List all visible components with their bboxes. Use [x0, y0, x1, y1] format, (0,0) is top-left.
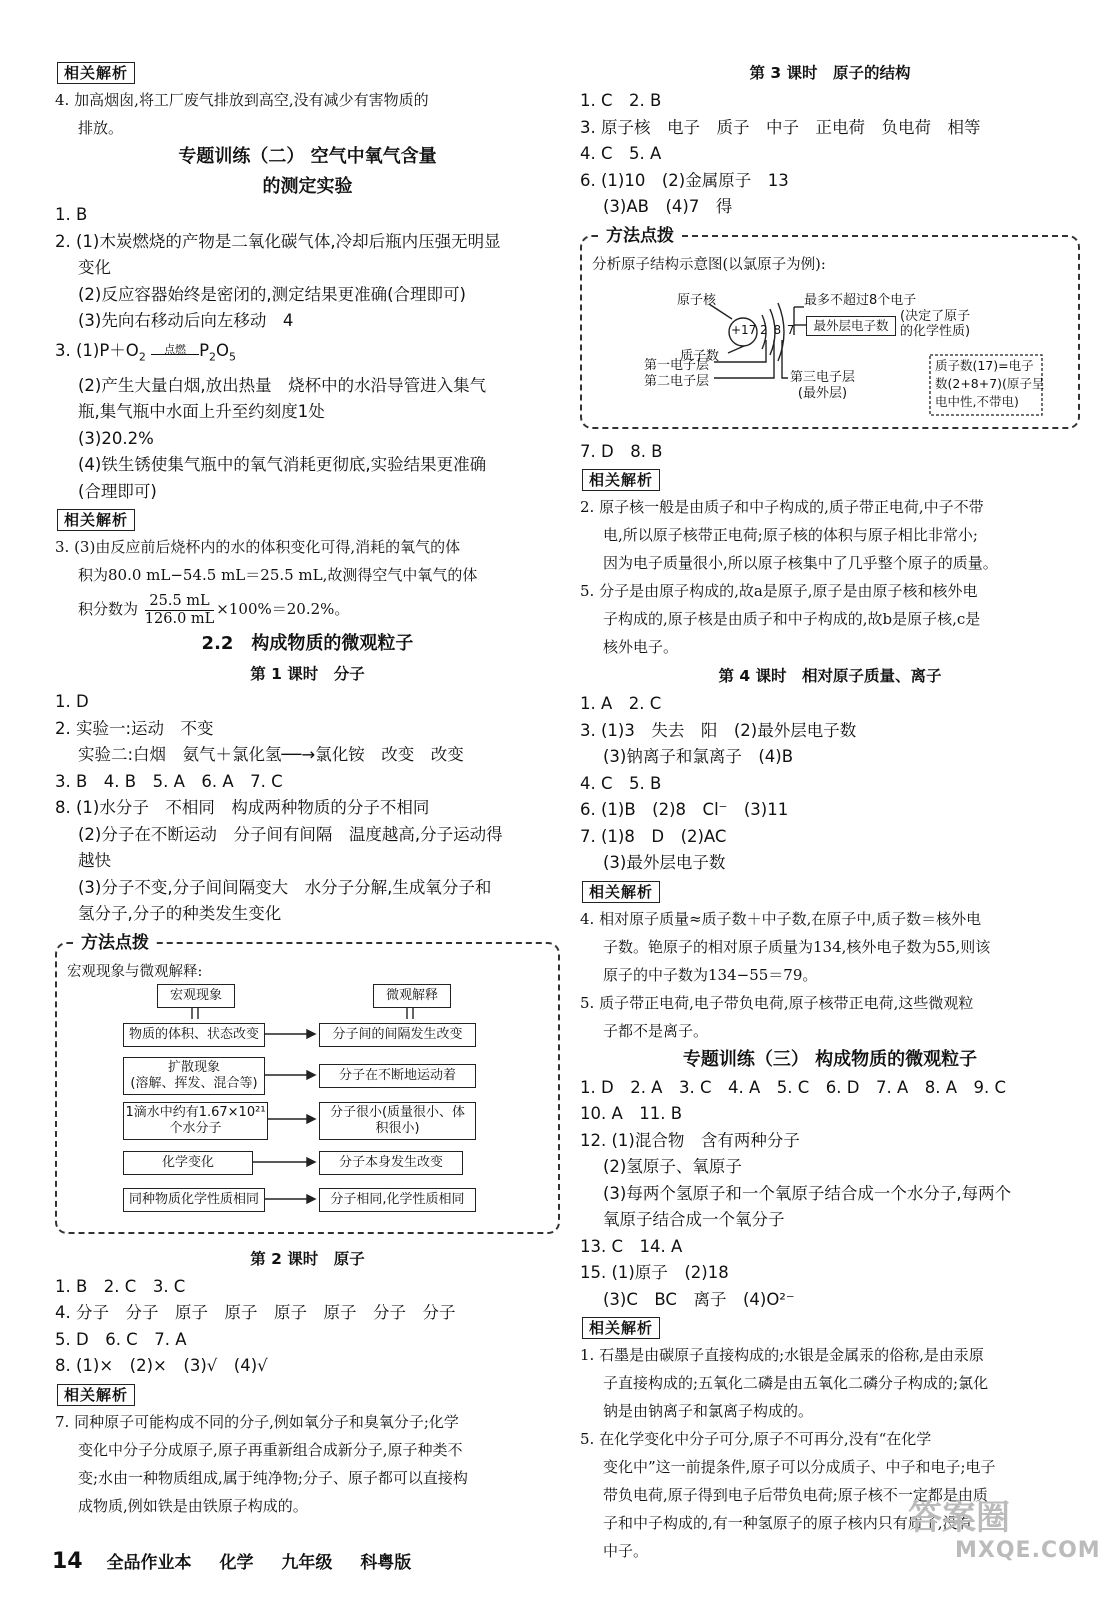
- analysis-tag: 相关解析: [582, 881, 660, 903]
- answer-line: (3)钠离子和氯离子 (4)B: [603, 747, 794, 766]
- analysis-line: 子和中子构成的,有一种氢原子的原子核内只有质子,没有: [603, 1514, 973, 1532]
- watermark-logo: 答案圈: [908, 1498, 1010, 1538]
- analysis-line: 5. 在化学变化中分子可分,原子不可再分,没有“在化学: [580, 1430, 932, 1448]
- answer-line: 1. B: [55, 205, 88, 224]
- answer-line: 3. B 4. B 5. A 6. A 7. C: [55, 771, 283, 791]
- answer-line: 7. D 8. B: [580, 441, 663, 461]
- answer-line: 6. (1)10 (2)金属原子 13: [580, 170, 789, 190]
- method-box: [580, 225, 1080, 429]
- answer-line: 4. C 5. B: [580, 773, 662, 793]
- answer-line: 7. (1)8 D (2)AC: [580, 826, 727, 846]
- answer-line: 变化: [78, 258, 111, 277]
- macro-cell: 物质的体积、状态改变: [123, 1023, 265, 1047]
- third-shell-label: 第三电子层 (最外层): [790, 369, 856, 401]
- analysis-line: 子数。铯原子的相对原子质量为134,核外电子数为55,则该: [603, 937, 991, 956]
- analysis-line: 1. 石墨是由碳原子直接构成的;水银是金属汞的俗称,是由汞原: [580, 1346, 984, 1364]
- nucleus-label: 原子核: [677, 292, 717, 308]
- analysis-tag: 相关解析: [582, 469, 660, 491]
- analysis-line: 变化中分子分成原子,原子再重新组合成新分子,原子种类不: [78, 1440, 463, 1459]
- analysis-line: 积为80.0 mL−54.5 mL＝25.5 mL,故测得空气中氧气的体: [78, 566, 478, 585]
- macro-cell: 1滴水中约有1.67×10²¹ 个水分子: [123, 1102, 268, 1140]
- section-title: 专题训练（二） 空气中氧气含量: [178, 146, 437, 167]
- first-shell-label: 第一电子层: [644, 357, 710, 373]
- micro-cell: 分子相同,化学性质相同: [319, 1188, 476, 1212]
- micro-header: 微观解释: [373, 984, 451, 1008]
- method-intro: 宏观现象与微观解释:: [67, 963, 203, 980]
- book-title: 全品作业本: [106, 1553, 192, 1573]
- micro-cell: 分子很小(质量很小、体 积很小): [319, 1102, 476, 1140]
- macro-header: 宏观现象: [157, 984, 235, 1008]
- proton-label: 质子数: [680, 348, 720, 364]
- answer-line: 1. B 2. C 3. C: [55, 1276, 186, 1296]
- analysis-line: 3. (3)由反应前后烧杯内的水的体积变化可得,消耗的氧气的体: [55, 538, 461, 557]
- micro-cell: 分子在不断地运动着: [319, 1064, 476, 1088]
- section-title: 的测定实验: [262, 176, 353, 197]
- grade-label: 九年级: [281, 1553, 333, 1573]
- answer-line: (3)每两个氢原子和一个氧原子结合成一个水分子,每两个: [603, 1183, 1012, 1203]
- answer-line: 3. (1)3 失去 阳 (2)最外层电子数: [580, 720, 857, 740]
- fraction: $\frac{25.5 mL}{126.0 mL}$: [144, 592, 215, 627]
- answer-line: 1. A 2. C: [580, 694, 662, 713]
- edition-label: 科粤版: [360, 1553, 412, 1573]
- answer-line: 3. 原子核 电子 质子 中子 正电荷 负电荷 相等: [580, 117, 981, 137]
- second-shell-label: 第二电子层: [644, 373, 710, 389]
- macro-cell: 化学变化: [123, 1151, 253, 1175]
- answer-line: (3)分子不变,分子间间隔变大 水分子分解,生成氧分子和: [78, 877, 492, 897]
- left-column: [55, 58, 560, 1520]
- analysis-line: 5. 质子带正电荷,电子带负电荷,原子核带正电荷,这些微观粒: [580, 993, 974, 1012]
- answer-line: (3)20.2%: [78, 428, 154, 448]
- analysis-line: 2. 原子核一般是由质子和中子构成的,质子带正电荷,中子不带: [580, 498, 984, 516]
- analysis-line: 原子的中子数为134−55＝79。: [603, 965, 818, 984]
- analysis-line: 变;水由一种物质组成,属于纯净物;分子、原子都可以直接构: [78, 1468, 468, 1487]
- analysis-line: 7. 同种原子可能构成不同的分子,例如氧分子和臭氧分子;化学: [55, 1412, 459, 1431]
- answer-line: 氢分子,分子的种类发生变化: [78, 904, 282, 924]
- lesson-title: 第 1 课时 分子: [250, 665, 365, 684]
- method-box: [55, 932, 560, 1234]
- lesson-title: 第 3 课时 原子的结构: [749, 64, 911, 82]
- answer-line: 12. (1)混合物 含有两种分子: [580, 1130, 800, 1150]
- method-intro: 分析原子结构示意图(以氯原子为例):: [592, 256, 826, 273]
- analysis-tag: 相关解析: [57, 1384, 135, 1406]
- analysis-line: 4. 加高烟囱,将工厂废气排放到高空,没有减少有害物质的: [55, 91, 429, 109]
- analysis-line: 因为电子质量很小,所以原子核集中了几乎整个原子的质量。: [603, 554, 998, 572]
- answer-line: 1. C 2. B: [580, 91, 662, 110]
- answer-line: 氧原子结合成一个氧分子: [603, 1210, 785, 1229]
- nucleus-charge: +17: [731, 322, 757, 337]
- subject-label: 化学: [219, 1553, 254, 1573]
- method-title: 方法点拨: [75, 931, 155, 955]
- answer-line: (2)反应容器始终是密闭的,测定结果更准确(合理即可): [78, 284, 466, 304]
- outer-electrons-box: 最外层电子数: [806, 316, 896, 336]
- answer-line: 10. A 11. B: [580, 1104, 683, 1123]
- micro-cell: 分子本身发生改变: [319, 1151, 463, 1175]
- analysis-tag: 相关解析: [57, 62, 135, 84]
- answer-line: (合理即可): [78, 481, 157, 501]
- analysis-line: 中子。: [603, 1542, 649, 1560]
- answer-line: 2. (1)木炭燃烧的产物是二氧化碳气体,冷却后瓶内压强无明显: [55, 231, 501, 251]
- analysis-fraction-line: 积分数为 $\frac{25.5 mL}{126.0 mL}$ ×100%＝20.2%。: [78, 592, 350, 627]
- lesson-title: 第 4 课时 相对原子质量、离子: [718, 667, 942, 685]
- answer-line: 实验二:白烟 氨气＋氯化氢──→氯化铵 改变 改变: [78, 745, 464, 765]
- macro-cell: 同种物质化学性质相同: [123, 1188, 265, 1212]
- lesson-title: 第 2 课时 原子: [250, 1249, 365, 1268]
- decides-note: (决定了原子 的化学性质): [900, 308, 971, 339]
- section-title: 2.2 构成物质的微观粒子: [201, 633, 414, 655]
- section-title: 专题训练（三） 构成物质的微观粒子: [682, 1048, 978, 1070]
- right-column: [580, 58, 1080, 1565]
- watermark-url: MXQE.COM: [955, 1538, 1101, 1563]
- analysis-line: 子直接构成的;五氧化二磷是由五氧化二磷分子构成的;氯化: [603, 1374, 989, 1392]
- analysis-line: 核外电子。: [603, 638, 679, 656]
- neutral-note: 质子数(17)=电子 数(2+8+7)(原子呈 电中性,不带电): [935, 357, 1045, 409]
- answer-line: 5. D 6. C 7. A: [55, 1329, 187, 1349]
- answer-line: (3)C BC 离子 (4)O²⁻: [603, 1289, 795, 1309]
- analysis-line: 成物质,例如铁是由铁原子构成的。: [78, 1496, 308, 1515]
- answer-line: (4)铁生锈使集气瓶中的氧气消耗更彻底,实验结果更准确: [78, 455, 487, 475]
- analysis-line: 4. 相对原子质量≈质子数＋中子数,在原子中,质子数＝核外电: [580, 909, 982, 928]
- answer-line: (2)氢原子、氧原子: [603, 1157, 742, 1176]
- answer-line: (3)先向右移动后向左移动 4: [78, 311, 294, 330]
- answer-line: 6. (1)B (2)8 Cl⁻ (3)11: [580, 800, 789, 819]
- page-number: 14: [52, 1549, 83, 1574]
- analysis-tag: 相关解析: [57, 509, 135, 531]
- answer-line: 4. 分子 分子 原子 原子 原子 原子 分子 分子: [55, 1303, 456, 1323]
- analysis-tag: 相关解析: [582, 1317, 660, 1339]
- analysis-line: 排放。: [78, 119, 124, 137]
- condition-label: 点燃: [164, 342, 187, 356]
- answer-line: (3)最外层电子数: [603, 853, 726, 872]
- micro-cell: 分子间的间隔发生改变: [319, 1023, 476, 1047]
- answer-line: 1. D 2. A 3. C 4. A 5. C 6. D 7. A 8. A 9. C: [580, 1077, 1007, 1097]
- answer-line: (3)AB (4)7 得: [603, 197, 733, 216]
- answer-line: 8. (1)水分子 不相同 构成两种物质的分子不相同: [55, 798, 430, 818]
- method-title: 方法点拨: [600, 224, 680, 248]
- answer-line: 1. D: [55, 692, 89, 712]
- analysis-line: 带负电荷,原子得到电子后带负电荷;原子核不一定都是由质: [603, 1486, 988, 1504]
- answer-line: 4. C 5. A: [580, 144, 662, 163]
- electron-shells: 2 8 7: [760, 322, 796, 337]
- macro-cell: 扩散现象 (溶解、挥发、混合等): [123, 1057, 265, 1095]
- page-footer: [52, 1548, 411, 1574]
- analysis-line: 电,所以原子核带正电荷;原子核的体积与原子相比非常小;: [603, 526, 978, 544]
- answer-line: 越快: [78, 851, 111, 871]
- answer-line: (2)产生大量白烟,放出热量 烧杯中的水沿导管进入集气: [78, 375, 487, 395]
- answer-line: (2)分子在不断运动 分子间有间隔 温度越高,分子运动得: [78, 824, 503, 844]
- answer-line: 瓶,集气瓶中水面上升至约刻度1处: [78, 402, 325, 422]
- analysis-line: 变化中”这一前提条件,原子可以分成质子、中子和电子;电子: [603, 1458, 996, 1476]
- answer-line: 2. 实验一:运动 不变: [55, 718, 214, 738]
- answer-line: 15. (1)原子 (2)18: [580, 1263, 729, 1282]
- analysis-line: 钠是由钠离子和氯离子构成的。: [603, 1402, 814, 1420]
- answer-line: 8. (1)× (2)× (3)√ (4)√: [55, 1356, 268, 1376]
- max8-label: 最多不超过8个电子: [804, 292, 917, 308]
- analysis-line: 子构成的,原子核是由质子和中子构成的,故b是原子核,c是: [603, 610, 981, 628]
- answer-line: 13. C 14. A: [580, 1236, 683, 1256]
- analysis-line: 子都不是离子。: [603, 1021, 709, 1040]
- equation-line: 3. $(1)P+O_2$ 点燃 $P_2O_5$: [55, 335, 560, 373]
- analysis-line: 5. 分子是由原子构成的,故a是原子,原子是由原子核和核外电: [580, 582, 978, 600]
